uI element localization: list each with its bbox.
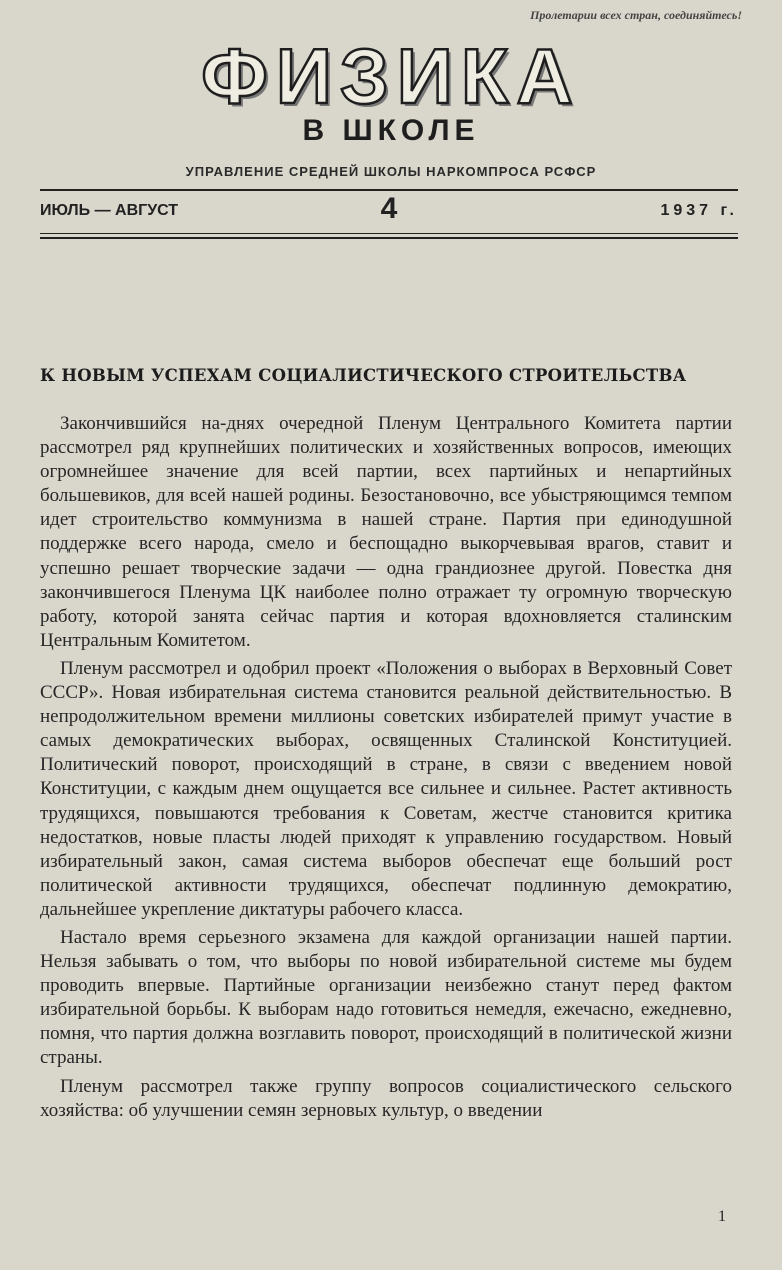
article-title: К НОВЫМ УСПЕХАМ СОЦИАЛИСТИЧЕСКОГО СТРОИТЕЛЬСТВА [40,366,687,385]
paragraph: Пленум рассмотрел также группу вопросов социалистического сельского хозяйства: об улучшении семян зерновых культур, о введении [40,1075,732,1121]
page-number: 1 [718,1208,726,1225]
slogan: Пролетарии всех стран, соединяйтесь! [530,8,742,22]
article-body [40,412,732,1123]
divider [40,189,738,191]
issue-info-row [40,192,738,230]
divider [40,237,738,239]
issue-year: 1937 г. [660,202,738,219]
issue-months: ИЮЛЬ — АВГУСТ [40,202,179,219]
journal-subtitle: В ШКОЛЕ [302,114,480,147]
divider [40,233,738,234]
publisher-line: УПРАВЛЕНИЕ СРЕДНЕЙ ШКОЛЫ НАРКОМПРОСА РСФСР [185,164,597,179]
journal-title: ФИЗИКА [201,32,581,120]
paragraph: Закончившийся на-днях очередной Пленум Центрального Комитета партии рассмотрел ряд крупнейших политических и хозяйственных вопросов, имеющих огромнейшее значение для всей партии, всех партийных и непартийных большевиков, для всей нашей родины. Безостановочно, все убыстряющимся темпом идет строительство коммунизма в нашей стране. Партия при единодушной поддержке всего народа, смело и беспощадно выкорчевывая врагов, ставит и успешно решает творческие задачи — одна грандиознее другой. Повестка дня закончившегося Пленума ЦК наиболее полно отражает ту огромную творческую работу, которой занята сейчас партия и которая вдохновляется сталинским Центральным Комитетом. [40,413,732,651]
paragraph: Настало время серьезного экзамена для каждой организации нашей партии. Нельзя забывать о том, что выборы по новой избирательной системе мы будем проводить впервые. Партийные организации неизбежно станут перед фактом избирательной борьбы. К выборам надо готовиться немедля, ежечасно, ежедневно, помня, что партия должна возглавить поворот, происходящий в политической жизни страны. [40,926,732,1069]
paragraph: Пленум рассмотрел и одобрил проект «Положения о выборах в Верховный Совет СССР». Новая избирательная система становится реальной действительностью. В непродолжительном времени миллионы советских избирателей примут участие в самых демократических выборах, освященных Сталинской Конституцией. Политический поворот, происходящий в стране, в связи с введением новой Конституции, с каждым днем ощущается все сильнее и сильнее. Растет активность трудящихся, повышаются требования к Советам, жестче становится критика недостатков, новые пласты людей приходят к управлению государством. Новый избирательный закон, самая система выборов обеспечат еще больший рост политической активности трудящихся, обеспечат подлинную демократию, дальнейшее укрепление диктатуры рабочего класса. [40,657,732,920]
issue-number: 4 [380,192,398,225]
